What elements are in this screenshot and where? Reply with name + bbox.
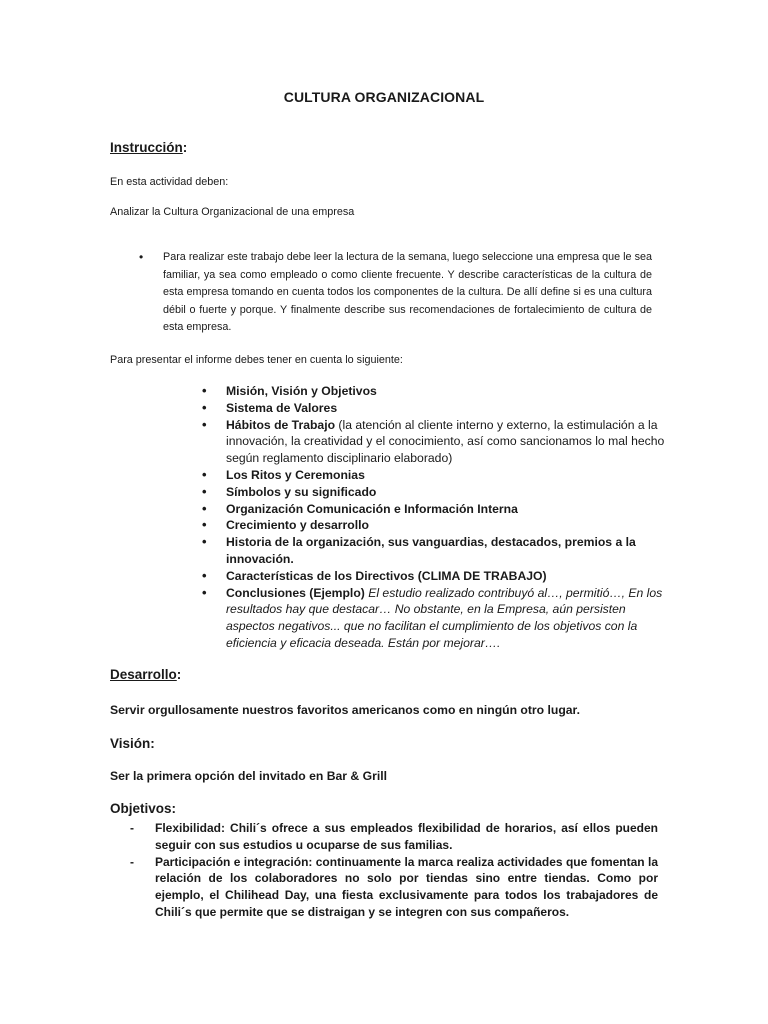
list-item: - Flexibilidad: Chili´s ofrece a sus empleados flexibilidad de horarios, así ellos pueden seguir con sus estudios u ocuparse de sus familias. <box>155 820 658 854</box>
list-item: • Sistema de Valores <box>226 400 666 417</box>
instruccion-heading-colon: : <box>182 140 188 155</box>
list-item: • Hábitos de Trabajo (la atención al cliente interno y externo, la estimulación a la innovación, la creatividad y el conocimiento, así como sancionamos lo mal hecho según reglamento disciplinario elaborado) <box>226 417 666 467</box>
desarrollo-heading-text: Desarrollo <box>110 667 177 682</box>
list-item: • Historia de la organización, sus vanguardias, destacados, premios a la innovación. <box>226 534 666 568</box>
list-item: • Símbolos y su significado <box>226 484 666 501</box>
vision-text: Ser la primera opción del invitado en Bar & Grill <box>110 769 387 783</box>
objetivos-heading: Objetivos: <box>110 801 177 816</box>
instruccion-heading <box>110 140 187 155</box>
list-item: • Conclusiones (Ejemplo) El estudio realizado contribuyó al…, permitió…, En los resultados hay que destacar… No obstante, en la Empresa, aún persisten aspectos negativos... que no facilitan el cumplimiento de los objetivos con la eficiencia y eficacia deseada. Están por mejorar…. <box>226 585 666 652</box>
instruccion-heading-text: Instrucción <box>110 140 183 155</box>
list-item: • Características de los Directivos (CLIMA DE TRABAJO) <box>226 568 666 585</box>
list-item: • Crecimiento y desarrollo <box>226 517 666 534</box>
desarrollo-heading-colon: : <box>176 667 182 682</box>
mission-text: Servir orgullosamente nuestros favoritos americanos como en ningún otro lugar. <box>110 703 580 717</box>
list-item: • Los Ritos y Ceremonias <box>226 467 666 484</box>
objetivos-list <box>155 820 658 921</box>
instruccion-task: Analizar la Cultura Organizacional de una empresa <box>110 206 355 218</box>
vision-heading: Visión: <box>110 736 155 751</box>
list-item: • Organización Comunicación e Información Interna <box>226 501 666 518</box>
desarrollo-heading <box>110 667 181 682</box>
list-item: - Participación e integración: continuamente la marca realiza actividades que fomentan la relación de los colaboradores no solo por tiendas sino entre tiendas. Como por ejemplo, el Chilihead Day, una fiesta exclusivamente para todos los trabajadores de Chili´s que permite que se distraigan y se integren con sus compañeros. <box>155 854 658 921</box>
present-intro: Para presentar el informe debes tener en cuenta lo siguiente: <box>110 354 403 366</box>
components-list <box>226 383 666 652</box>
bullet-icon: • <box>139 250 144 264</box>
list-item: • Misión, Visión y Objetivos <box>226 383 666 400</box>
document-title: CULTURA ORGANIZACIONAL <box>283 89 485 105</box>
instruccion-bullet-text: Para realizar este trabajo debe leer la lectura de la semana, luego seleccione una empresa que le sea familiar, ya sea como empleado o como cliente frecuente. Y describe características de la cultura de esta empresa tomando en cuenta todos los componentes de la cultura. De allí define si es una cultura débil o fuerte y porque. Y finalmente describe sus recomendaciones de fortalecimiento de cultura de esta empresa. <box>163 251 652 333</box>
instruccion-intro: En esta actividad deben: <box>110 176 229 188</box>
